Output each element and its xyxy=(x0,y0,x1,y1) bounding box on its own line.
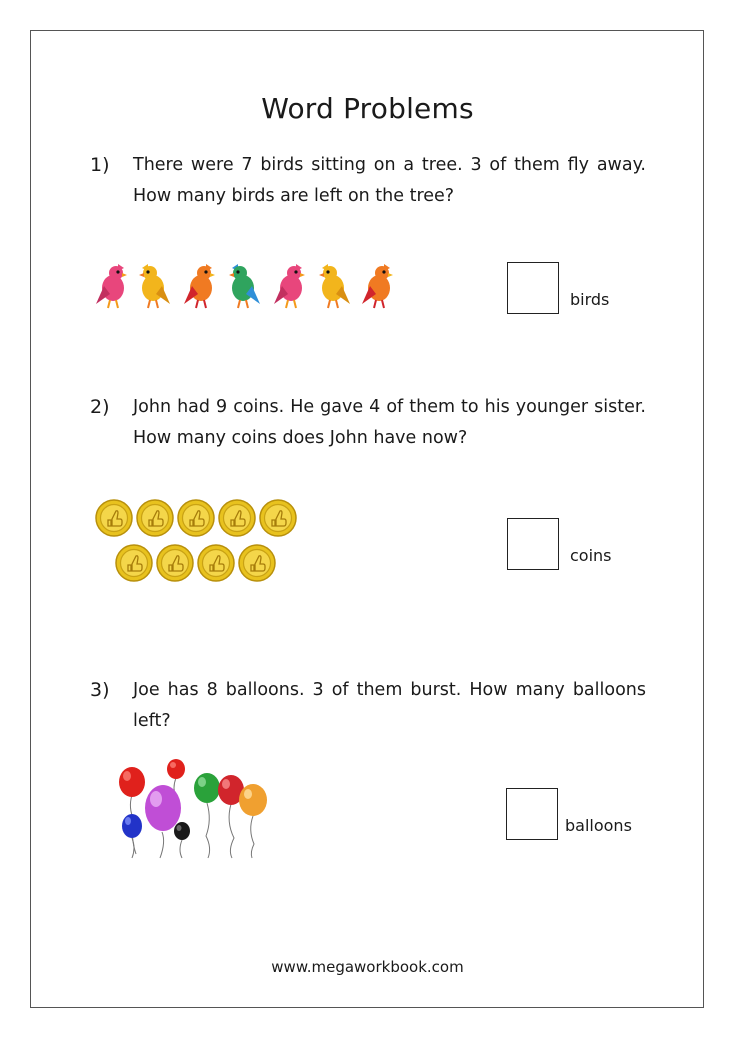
answer-box-3[interactable] xyxy=(506,788,558,840)
answer-unit-2: coins xyxy=(570,546,612,565)
bird-icon xyxy=(319,264,350,308)
problem-1-text: There were 7 birds sitting on a tree. 3 of them fly away. How many birds are left on the tree? xyxy=(133,155,646,206)
coin-pictures xyxy=(94,496,304,586)
answer-unit-3: balloons xyxy=(565,816,632,835)
bird-icon xyxy=(274,264,305,308)
bird-icon xyxy=(362,264,393,308)
bird-pictures xyxy=(92,258,412,310)
coin-icon xyxy=(260,500,296,536)
balloon-icon xyxy=(167,759,185,779)
coin-icon xyxy=(116,545,152,581)
coin-icon xyxy=(239,545,275,581)
page-title: Word Problems xyxy=(261,92,474,125)
bird-icon xyxy=(184,264,215,308)
answer-box-1[interactable] xyxy=(507,262,559,314)
coin-icon xyxy=(198,545,234,581)
answer-box-2[interactable] xyxy=(507,518,559,570)
problem-2-text: John had 9 coins. He gave 4 of them to his younger sister. How many coins does John have now? xyxy=(133,397,646,448)
coin-icon xyxy=(157,545,193,581)
balloon-icon xyxy=(239,784,267,816)
bird-icon xyxy=(229,264,260,308)
answer-unit-1: birds xyxy=(570,290,610,309)
bird-icon xyxy=(96,264,127,308)
balloon-icon xyxy=(119,767,145,797)
coin-icon xyxy=(96,500,132,536)
problem-1-number: 1) xyxy=(90,154,110,176)
balloon-icon xyxy=(174,822,190,840)
problem-2-number: 2) xyxy=(90,396,110,418)
coin-icon xyxy=(137,500,173,536)
balloon-pictures xyxy=(110,758,275,860)
balloon-icon xyxy=(145,785,181,831)
footer-website: www.megaworkbook.com xyxy=(271,958,464,976)
problem-3-text: Joe has 8 balloons. 3 of them burst. How many balloons left? xyxy=(133,680,646,731)
problem-3-number: 3) xyxy=(90,679,110,701)
balloon-icon xyxy=(194,773,220,803)
bird-icon xyxy=(139,264,170,308)
balloon-icon xyxy=(122,814,142,838)
coin-icon xyxy=(178,500,214,536)
coin-icon xyxy=(219,500,255,536)
